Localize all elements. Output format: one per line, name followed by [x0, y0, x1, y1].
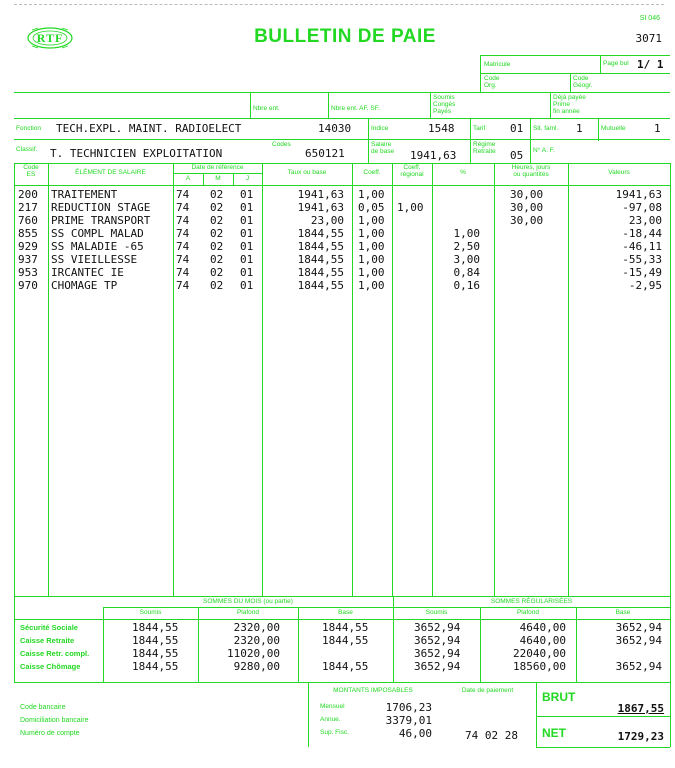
code-org-label: Code Org.	[484, 75, 500, 89]
totals-plafond: 2320,00	[233, 634, 280, 647]
brut-label: BRUT	[542, 690, 576, 704]
table-row	[0, 188, 675, 201]
rule	[14, 185, 670, 186]
row-a: 74	[176, 253, 190, 266]
element-header: ÉLÉMENT DE SALAIRE	[75, 169, 146, 176]
row-pct: 3,00	[453, 253, 480, 266]
pay-rows	[0, 188, 675, 298]
row-taux: 1941,63	[297, 188, 344, 201]
totals-label: Caisse Retr. compl.	[20, 649, 90, 658]
no-af-label: N° A. F.	[533, 147, 555, 154]
regime-value: 05	[510, 149, 524, 162]
table-row	[0, 227, 675, 240]
row-qty: 30,00	[510, 188, 544, 201]
rule	[470, 118, 471, 163]
tarif-value: 01	[510, 122, 524, 135]
row-j: 01	[240, 227, 254, 240]
totals-r-base: 3652,94	[615, 621, 662, 634]
mutuelle-label: Mutuelle	[601, 125, 626, 132]
row-code: 929	[18, 240, 38, 253]
totals-r-plafond: 22040,00	[513, 647, 566, 660]
valeurs-header: Valeurs	[608, 169, 630, 176]
matricule-label: Matricule	[484, 61, 511, 68]
numero-compte-label: Numéro de compte	[20, 730, 80, 737]
totals-plafond: 9280,00	[233, 660, 280, 673]
row-coeff: 0,05	[358, 201, 385, 214]
rule	[536, 682, 537, 747]
row-valeur: 23,00	[628, 214, 662, 227]
page-label: Page bul	[603, 60, 629, 67]
row-valeur: -46,11	[622, 240, 662, 253]
form-number: 3071	[635, 32, 662, 45]
sit-faml-label: Sit. faml.	[533, 125, 559, 132]
rule	[598, 118, 599, 141]
row-code: 937	[18, 253, 38, 266]
row-m: 02	[210, 188, 224, 201]
row-code: 855	[18, 227, 38, 240]
sommes-regul-header: SOMMES RÉGULARISÉES	[490, 598, 573, 605]
annuel-label: Annue.	[320, 716, 341, 723]
top-dashed-border	[14, 4, 664, 5]
totals-label: Sécurité Sociale	[20, 623, 78, 632]
totals-soumis: 1844,55	[132, 621, 179, 634]
totals-row	[0, 634, 675, 647]
mutuelle-value: 1	[654, 122, 661, 135]
row-j: 01	[240, 201, 254, 214]
totals-rows	[0, 621, 675, 677]
rule	[14, 139, 670, 140]
indice-value: 1548	[428, 122, 455, 135]
row-taux: 1844,55	[297, 279, 344, 292]
row-coeff: 1,00	[358, 279, 385, 292]
row-element: SS COMPL MALAD	[51, 227, 144, 240]
totals-soumis: 1844,55	[132, 660, 179, 673]
net-label: NET	[542, 726, 566, 740]
row-coeff: 1,00	[358, 266, 385, 279]
code-geogr-label: Code Géogr.	[573, 75, 593, 89]
row-valeur: -2,95	[628, 279, 662, 292]
row-a: 74	[176, 201, 190, 214]
totals-r-soumis: 3652,94	[414, 647, 461, 660]
nbre-ent-label: Nbre ent.	[253, 105, 280, 112]
rule	[480, 55, 670, 56]
date-paiement-value: 74 02 28	[465, 729, 518, 742]
row-code: 953	[18, 266, 38, 279]
row-element: IRCANTEC IE	[51, 266, 124, 279]
code-es-header: Code ES	[23, 164, 39, 178]
row-pct: 1,00	[453, 227, 480, 240]
row-taux: 1844,55	[297, 240, 344, 253]
row-j: 01	[240, 253, 254, 266]
tarif-label: Tarif	[473, 125, 486, 132]
totals-base: 1844,55	[322, 634, 369, 647]
sup-fisc-value: 46,00	[398, 727, 432, 740]
rule	[14, 92, 670, 93]
sommes-mois-header: SOMMES DU MOIS (ou partie)	[203, 598, 293, 605]
heures-header: Heures, jours ou quantités	[511, 164, 551, 178]
row-j: 01	[240, 214, 254, 227]
rule	[570, 73, 571, 92]
classif-label: Classif.	[16, 146, 38, 153]
rule	[250, 92, 251, 118]
row-element: SS MALADIE -65	[51, 240, 144, 253]
m-header: M	[215, 175, 221, 182]
base-header: Base	[338, 609, 353, 616]
page-value: 1/ 1	[637, 58, 664, 71]
totals-r-base: 3652,94	[615, 660, 662, 673]
totals-base: 1844,55	[322, 660, 369, 673]
row-code: 217	[18, 201, 38, 214]
row-m: 02	[210, 201, 224, 214]
row-j: 01	[240, 240, 254, 253]
row-element: SS VIEILLESSE	[51, 253, 138, 266]
totals-base: 1844,55	[322, 621, 369, 634]
page-title: BULLETIN DE PAIE	[254, 26, 436, 47]
table-row	[0, 266, 675, 279]
row-taux: 1844,55	[297, 253, 344, 266]
row-code: 970	[18, 279, 38, 292]
code-bancaire-label: Code bancaire	[20, 704, 66, 711]
totals-r-plafond: 4640,00	[519, 621, 566, 634]
row-code: 760	[18, 214, 38, 227]
nbre-ent-af-label: Nbre ent. AF. SF.	[331, 105, 380, 112]
row-a: 74	[176, 227, 190, 240]
row-a: 74	[176, 240, 190, 253]
totals-r-plafond: 18560,00	[513, 660, 566, 673]
row-a: 74	[176, 214, 190, 227]
row-a: 74	[176, 188, 190, 201]
totals-soumis: 1844,55	[132, 647, 179, 660]
rule	[328, 92, 329, 118]
row-pct: 2,50	[453, 240, 480, 253]
coeff-regional-header: Coeff. régional	[400, 164, 424, 178]
row-qty: 30,00	[510, 201, 544, 214]
codes-label: Codes	[272, 141, 291, 148]
row-valeur: -18,44	[622, 227, 662, 240]
taux-header: Taux ou base	[287, 169, 327, 176]
salaire-base-value: 1941,63	[410, 149, 457, 162]
row-valeur: -15,49	[622, 266, 662, 279]
row-element: REDUCTION STAGE	[51, 201, 151, 214]
form-code: SI 046	[639, 15, 660, 22]
totals-r-soumis: 3652,94	[414, 621, 461, 634]
totals-row	[0, 621, 675, 634]
row-element: PRIME TRANSPORT	[51, 214, 151, 227]
totals-r-soumis: 3652,94	[414, 634, 461, 647]
row-taux: 23,00	[310, 214, 344, 227]
row-m: 02	[210, 240, 224, 253]
regime-label: Régime Retraite	[473, 141, 496, 155]
soumis-conges-label: Soumis Congés Payés	[433, 94, 456, 115]
mensuel-label: Mensuel	[320, 703, 345, 710]
row-coeff: 1,00	[358, 227, 385, 240]
row-j: 01	[240, 266, 254, 279]
rule	[14, 596, 670, 597]
row-valeur: -97,08	[622, 201, 662, 214]
rule	[14, 163, 670, 164]
domiciliation-label: Domiciliation bancaire	[20, 717, 89, 724]
totals-r-plafond: 4640,00	[519, 634, 566, 647]
row-coeff-reg: 1,00	[397, 201, 424, 214]
rule	[536, 682, 670, 683]
rule	[173, 173, 262, 174]
totals-r-soumis: 3652,94	[414, 660, 461, 673]
table-row	[0, 201, 675, 214]
totals-plafond: 11020,00	[227, 647, 280, 660]
row-m: 02	[210, 227, 224, 240]
row-coeff: 1,00	[358, 188, 385, 201]
row-m: 02	[210, 266, 224, 279]
rule	[670, 682, 671, 747]
row-pct: 0,84	[453, 266, 480, 279]
row-m: 02	[210, 214, 224, 227]
classif-value: T. TECHNICIEN EXPLOITATION	[50, 147, 223, 160]
row-element: TRAITEMENT	[51, 188, 118, 201]
r-soumis-header: Soumis	[425, 609, 448, 616]
r-base-header: Base	[615, 609, 631, 616]
a-header: A	[185, 175, 191, 182]
codes-value: 650121	[305, 147, 345, 160]
row-j: 01	[240, 279, 254, 292]
rule	[480, 73, 670, 74]
totals-row	[0, 660, 675, 673]
fonction-code: 14030	[318, 122, 352, 135]
row-a: 74	[176, 266, 190, 279]
fonction-value: TECH.EXPL. MAINT. RADIOELECT	[56, 122, 242, 135]
annuel-value: 3379,01	[385, 714, 432, 727]
rule	[103, 607, 670, 608]
rule	[550, 92, 551, 118]
brut-value: 1867,55	[617, 702, 664, 715]
row-element: CHOMAGE TP	[51, 279, 118, 292]
row-coeff: 1,00	[358, 240, 385, 253]
date-ref-header: Date de référence	[191, 164, 244, 171]
rtf-logo	[26, 26, 74, 50]
table-row	[0, 214, 675, 227]
totals-label: Caisse Chômage	[20, 662, 81, 671]
row-valeur: -55,33	[622, 253, 662, 266]
salaire-base-label: Salaire de base	[371, 141, 395, 155]
montants-imposables-label: MONTANTS IMPOSABLES	[333, 687, 413, 694]
row-coeff: 1,00	[358, 253, 385, 266]
net-value: 1729,23	[617, 730, 664, 743]
rule	[530, 118, 531, 163]
mensuel-value: 1706,23	[385, 701, 432, 714]
row-pct: 0,16	[453, 279, 480, 292]
row-taux: 1844,55	[297, 227, 344, 240]
indice-label: Indice	[371, 125, 389, 132]
totals-label: Caisse Retraite	[20, 636, 75, 645]
date-paiement-label: Date de paiement	[461, 687, 514, 694]
row-coeff: 1,00	[358, 214, 385, 227]
totals-plafond: 2320,00	[233, 621, 280, 634]
sup-fisc-label: Sup. Fisc.	[320, 729, 349, 736]
fonction-label: Fonction	[16, 125, 41, 132]
row-valeur: 1941,63	[615, 188, 662, 201]
row-taux: 1941,63	[297, 201, 344, 214]
row-j: 01	[240, 188, 254, 201]
logo-text: RTF	[36, 31, 64, 45]
rule	[14, 118, 670, 119]
row-qty: 30,00	[510, 214, 544, 227]
plafond-header: Plafond	[236, 609, 260, 616]
row-a: 74	[176, 279, 190, 292]
rule	[430, 92, 431, 118]
rule	[536, 716, 670, 717]
table-row	[0, 279, 675, 292]
totals-soumis: 1844,55	[132, 634, 179, 647]
rule	[600, 55, 601, 73]
table-row	[0, 240, 675, 253]
row-code: 200	[18, 188, 38, 201]
rule	[536, 747, 670, 748]
j-header: J	[245, 175, 250, 182]
coeff-header: Coeff.	[363, 169, 381, 176]
pct-header: %	[460, 169, 466, 176]
totals-r-base: 3652,94	[615, 634, 662, 647]
table-row	[0, 253, 675, 266]
row-m: 02	[210, 253, 224, 266]
r-plafond-header: Plafond	[516, 609, 540, 616]
row-m: 02	[210, 279, 224, 292]
row-taux: 1844,55	[297, 266, 344, 279]
soumis-header: Soumis	[139, 609, 162, 616]
totals-row	[0, 647, 675, 660]
deja-payee-label: Déjà payée Prime fin année	[553, 94, 586, 115]
rule	[14, 619, 670, 620]
sit-faml-value: 1	[576, 122, 583, 135]
rule	[368, 118, 369, 163]
